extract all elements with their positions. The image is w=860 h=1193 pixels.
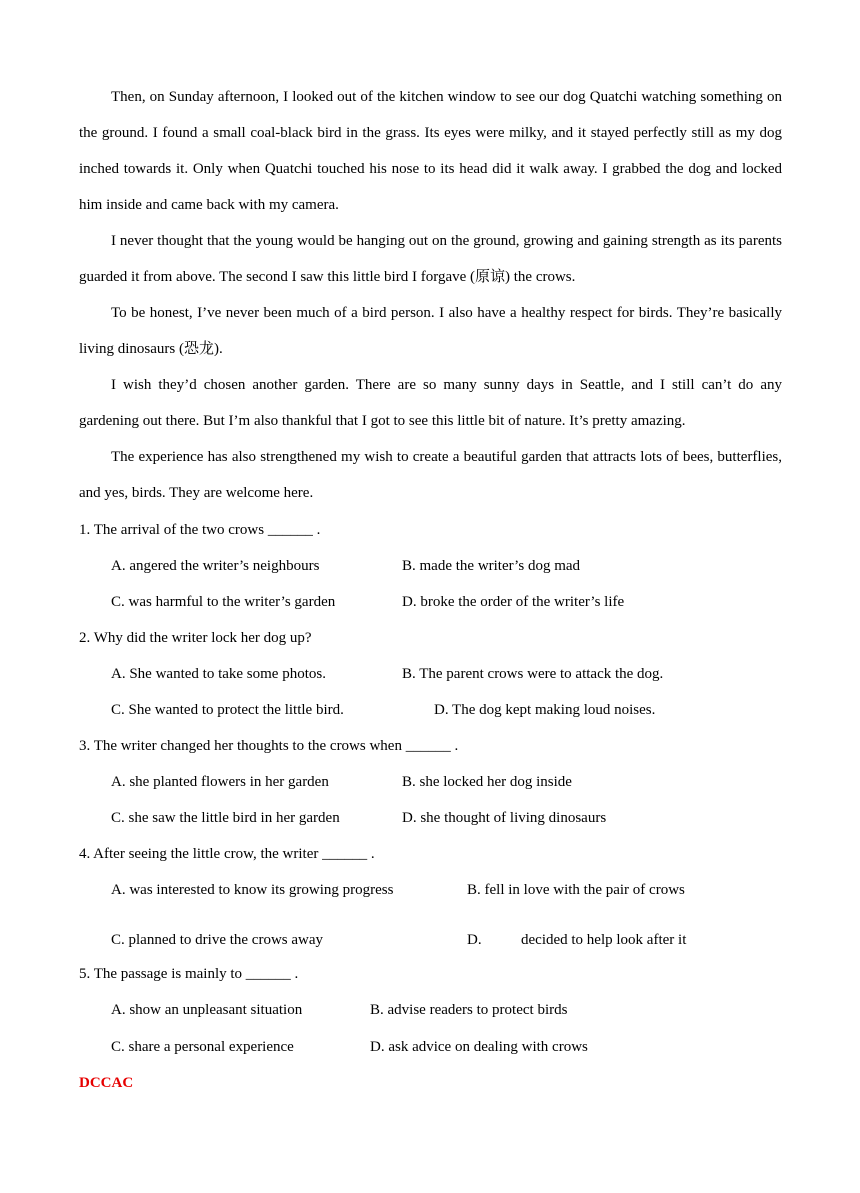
question-3-option-c: C. she saw the little bird in her garden	[111, 810, 340, 826]
question-1-option-c: C. was harmful to the writer’s garden	[111, 594, 336, 610]
question-4-option-a: A. was interested to know its growing progress	[111, 882, 394, 898]
question-2-stem: 2. Why did the writer lock her dog up?	[79, 630, 312, 646]
question-4-stem: 4. After seeing the little crow, the writer ______ .	[79, 846, 375, 862]
question-4-option-d-text: decided to help look after it	[521, 932, 687, 948]
passage-paragraph-3: To be honest, I’ve never been much of a bird person. I also have a healthy respect for birds. They’re basically living dinosaurs (恐龙).	[79, 305, 782, 357]
passage-paragraph-4: I wish they’d chosen another garden. There are so many sunny days in Seattle, and I still can’t do any gardening out there. But I’m also thankful that I got to see this little bit of nature. It’s pretty amazing.	[79, 377, 782, 429]
question-3-stem: 3. The writer changed her thoughts to the crows when ______ .	[79, 738, 459, 754]
question-1-option-b: B. made the writer’s dog mad	[402, 558, 581, 574]
question-1-option-a: A. angered the writer’s neighbours	[111, 558, 320, 574]
question-5-option-c: C. share a personal experience	[111, 1039, 294, 1055]
question-4-option-b: B. fell in love with the pair of crows	[467, 882, 685, 898]
question-2-option-d: D. The dog kept making loud noises.	[434, 702, 656, 718]
passage-paragraph-2: I never thought that the young would be hanging out on the ground, growing and gaining strength as its parents guarded it from above. The second I saw this little bird I forgave (原谅) the crows.	[79, 233, 782, 285]
passage-paragraph-5: The experience has also strengthened my wish to create a beautiful garden that attracts lots of bees, butterflies, and yes, birds. They are welcome here.	[79, 449, 782, 501]
answer-key: DCCAC	[79, 1075, 134, 1091]
question-3-option-a: A. she planted flowers in her garden	[111, 774, 329, 790]
question-4-option-d-letter: D.	[467, 932, 482, 948]
question-2-option-b: B. The parent crows were to attack the dog.	[402, 666, 664, 682]
question-3-option-b: B. she locked her dog inside	[402, 774, 572, 790]
question-5-stem: 5. The passage is mainly to ______ .	[79, 966, 299, 982]
question-1-stem: 1. The arrival of the two crows ______ .	[79, 522, 321, 538]
question-3-option-d: D. she thought of living dinosaurs	[402, 810, 607, 826]
question-5-option-d: D. ask advice on dealing with crows	[370, 1039, 588, 1055]
question-5-option-a: A. show an unpleasant situation	[111, 1002, 303, 1018]
question-2-option-a: A. She wanted to take some photos.	[111, 666, 326, 682]
question-4-option-c: C. planned to drive the crows away	[111, 932, 324, 948]
question-1-option-d: D. broke the order of the writer’s life	[402, 594, 625, 610]
passage-paragraph-1: Then, on Sunday afternoon, I looked out of the kitchen window to see our dog Quatchi watching something on the ground. I found a small coal-black bird in the grass. Its eyes were milky, and it stayed perfectly still as my dog inched towards it. Only when Quatchi touched his nose to its head did it walk away. I grabbed the dog and locked him inside and came back with my camera.	[79, 89, 782, 213]
question-2-option-c: C. She wanted to protect the little bird.	[111, 702, 344, 718]
question-5-option-b: B. advise readers to protect birds	[370, 1002, 568, 1018]
